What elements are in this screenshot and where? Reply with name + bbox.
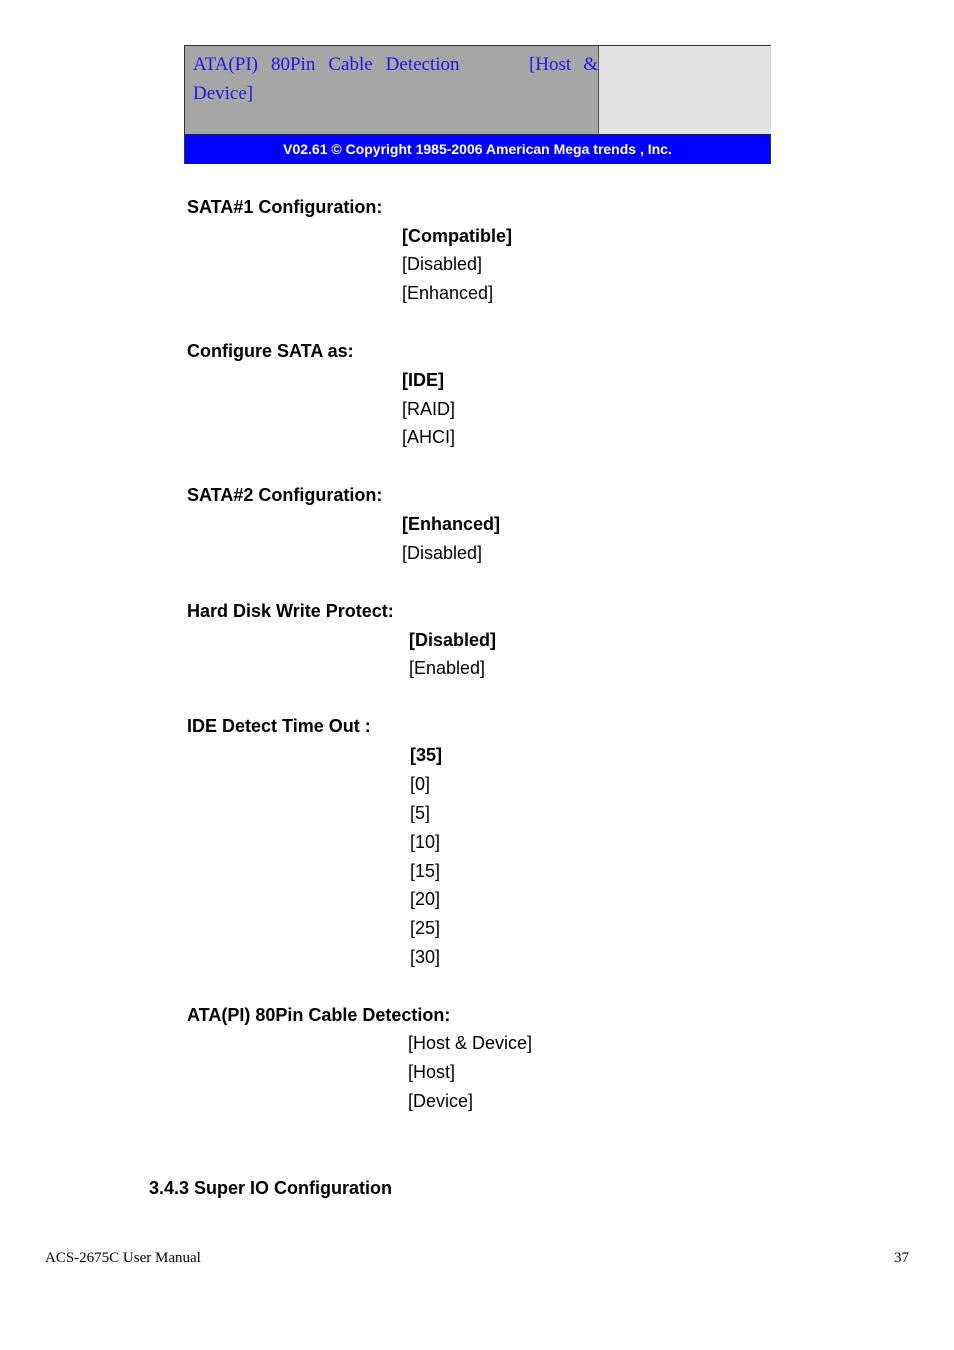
bios-setting-word: Detection [385,54,460,75]
option: [Disabled] [402,543,483,563]
option: [30] [410,947,441,967]
section-title-cable-detection: ATA(PI) 80Pin Cable Detection: [187,1005,451,1025]
option: [Enabled] [409,658,486,678]
bios-help-area [598,46,771,134]
bios-settings-area [185,46,598,134]
section-title-ide-timeout: IDE Detect Time Out : [187,716,371,736]
page-number: 37 [894,1250,909,1266]
option: [20] [410,889,441,909]
option: [AHCI] [402,427,456,447]
option-selected: [Disabled] [409,630,497,650]
section-title-sata1: SATA#1 Configuration: [187,197,383,217]
section-heading: 3.4.3 Super IO Configuration [149,1178,393,1198]
bios-setting-word: ATA(PI) [193,54,258,75]
option: [Enhanced] [402,283,494,303]
option-selected: [IDE] [402,370,444,390]
option: [Device] [408,1091,474,1111]
bios-copyright-bar: V02.61 © Copyright 1985-2006 American Mega trends , Inc. [185,134,770,164]
bios-setting-word: 80Pin [270,54,316,75]
section-title-write-protect: Hard Disk Write Protect: [187,601,394,621]
option: [10] [410,832,441,852]
bios-setting-word: Cable [328,54,373,75]
option: [5] [410,803,431,823]
option-selected: [35] [410,745,443,765]
option: [RAID] [402,399,456,419]
option: [Host & Device] [408,1033,533,1053]
bios-setting-value-amp: & [583,54,598,75]
option-selected: [Enhanced] [402,514,501,534]
option: [0] [410,774,431,794]
option: [Host] [408,1062,456,1082]
bios-setting-value-start: [Host [528,54,572,75]
section-title-sata2: SATA#2 Configuration: [187,485,383,505]
option: [15] [410,861,441,881]
bios-setting-value-end: Device] [193,83,254,104]
section-title-configure-sata: Configure SATA as: [187,341,354,361]
bios-setting-line [193,50,598,108]
option-selected: [Compatible] [402,226,512,246]
bios-screenshot-panel [184,45,771,164]
manual-title: ACS-2675C User Manual [45,1250,201,1266]
option: [Disabled] [402,254,483,274]
option: [25] [410,918,441,938]
